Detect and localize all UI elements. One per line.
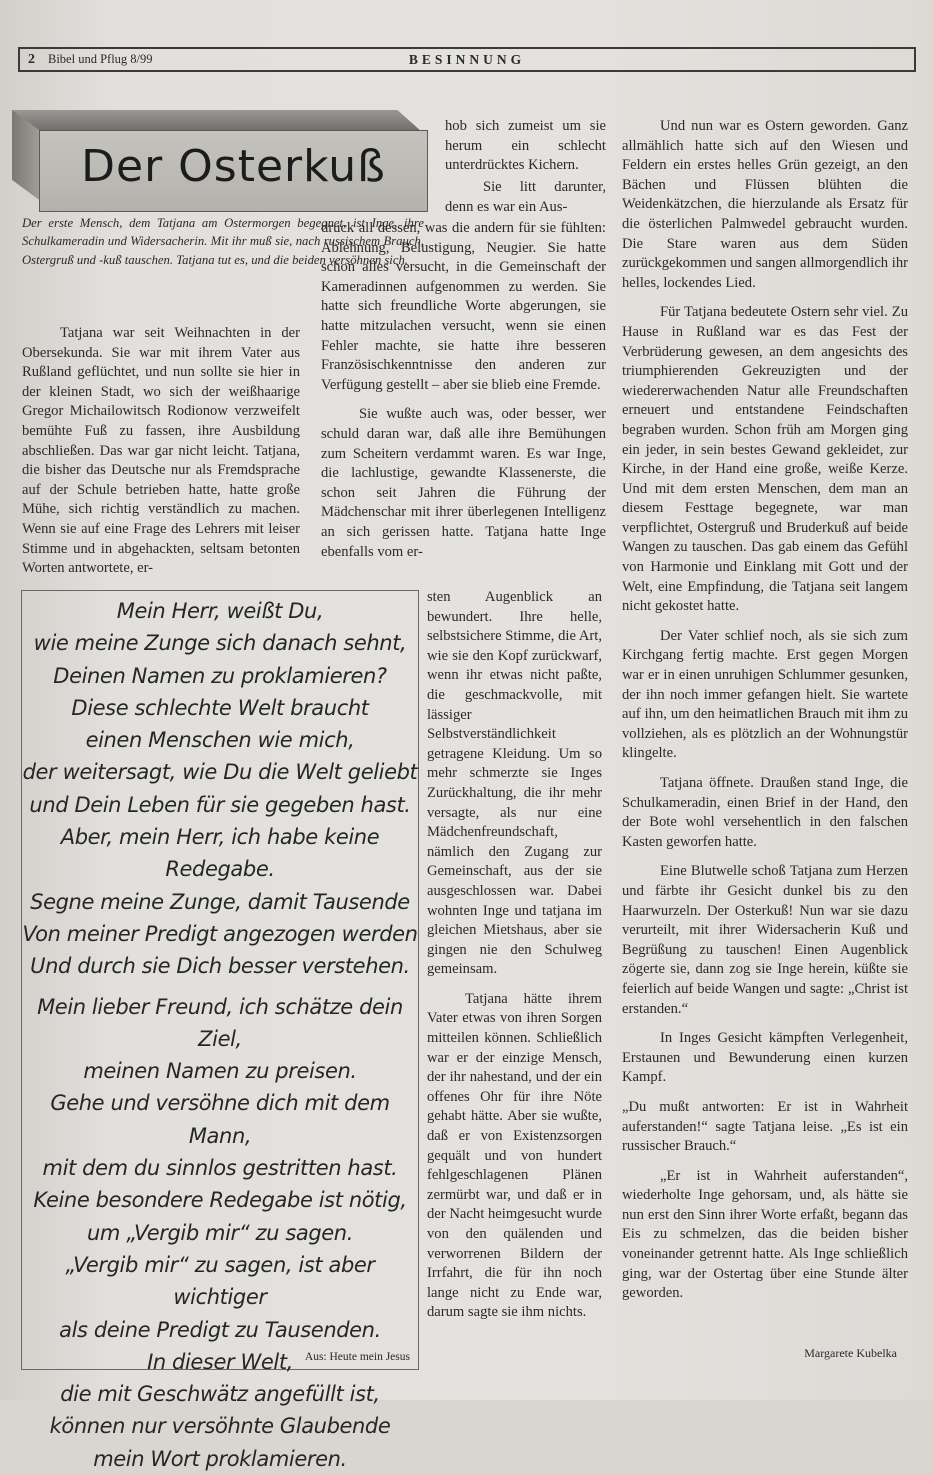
- section-title: BESINNUNG: [408, 52, 526, 67]
- paragraph: „Du mußt antworten: Er ist in Wahrheit auferstanden!“ sagte Tatjana leise. „Es ist ein russischer Brauch.“: [622, 1098, 908, 1155]
- poem-line: mein Wort proklamieren.: [93, 1446, 347, 1471]
- paragraph: hob sich zumeist um sie herum ein schlecht unterdrücktes Kichern.: [445, 118, 606, 174]
- poem-line: einen Menschen wie mich,: [85, 728, 355, 753]
- article-title: Der Osterkuß: [81, 141, 386, 192]
- poem-source: Aus: Heute mein Jesus: [304, 1351, 410, 1363]
- page-number: 2: [28, 52, 35, 67]
- paragraph: Sie wußte auch was, oder besser, wer schuld daran war, daß alle ihre Bemühungen zum Scheitern verdammt waren. Es war Inge, die lachlustige, gewandte Klassenerste, die schon seit Jahren die Führung der Mädchenschar mit ihrer überlegenen Intelligenz an sich gerissen hatte. Tatjana hatte Inge ebenfalls vom er-: [321, 406, 606, 560]
- poem-line: Deinen Namen zu proklamieren?: [53, 663, 387, 688]
- paragraph: In Inges Gesicht kämpften Verlegenheit, Erstaunen und Bewunderung einen kurzen Kampf.: [622, 1030, 908, 1086]
- poem-line: der weitersagt, wie Du die Welt geliebt: [22, 760, 418, 785]
- poem-line: In dieser Welt,: [147, 1349, 293, 1374]
- poem-line: Segne meine Zunge, damit Tausende: [30, 889, 410, 914]
- poem-line: Mein Herr, weißt Du,: [116, 599, 324, 623]
- article-author: Margarete Kubelka: [804, 1346, 897, 1360]
- poem-line: „Vergib mir“ zu sagen, ist aber wichtiger: [65, 1252, 375, 1310]
- article-title-block: [12, 110, 426, 210]
- article-intro: Der erste Mensch, dem Tatjana am Ostermorgen begegnet, ist Inge, ihre Schulkameradin und Widersacherin. Mit ihr muß sie, nach russischem Brauch, Ostergruß und -kuß tauschen. Tatjana tut es, und die beiden versöhnen sich.: [22, 216, 424, 267]
- poem-line: und Dein Leben für sie gegeben hast.: [29, 792, 411, 817]
- poem-line: als deine Predigt zu Tausenden.: [59, 1317, 381, 1342]
- poem-line: Aber, mein Herr, ich habe keine Redegabe.: [60, 825, 380, 882]
- paragraph: Der Vater schlief noch, als sie sich zum Kirchgang fertig machte. Erst gegen Morgen war er in einen unruhigen Schlummer gesunken, der ihn noch immer gefangen hielt. Sie wartete auf ihn, um den heimatlichen Brauch mit ihm zu vollziehen, als es plötzlich an der Wohnungstür klingelte.: [622, 627, 908, 762]
- paragraph: druck all dessen, was die andern für sie fühlten: Ablehnung, Belustigung, Neugier. Sie hatte schon alles versucht, in die Gemeinschaft der Kameradinnen aufgenommen zu werden. Sie hatte sich freundliche Worte abgerungen, sie hatte mitzulachen versucht, wenn sie einen Fehler machte, sie hatte ihre besseren Französischkenntnisse den anderen zur Verfügung gestellt – aber sie blieb eine Fremde.: [321, 220, 606, 393]
- poem-line: Keine besondere Redegabe ist nötig,: [33, 1188, 407, 1213]
- paragraph: Sie litt darunter, denn es war ein Aus-: [445, 179, 606, 215]
- paragraph: Tatjana öffnete. Draußen stand Inge, die Schulkameradin, einen Brief in der Hand, den der Bote wohl versehentlich in den falschen Kasten geworfen hatte.: [622, 775, 908, 850]
- poem-line: Diese schlechte Welt braucht: [71, 695, 369, 720]
- poem-line: können nur versöhnte Glaubende: [49, 1414, 391, 1439]
- poem-line: um „Vergib mir“ zu sagen.: [86, 1220, 353, 1245]
- poem-line: wie meine Zunge sich danach sehnt,: [33, 631, 407, 656]
- column-2-wide: [321, 219, 606, 562]
- column-3: [622, 117, 908, 1304]
- paragraph: sten Augenblick an bewundert. Ihre helle, selbstsichere Stimme, die Art, wie sie den Kopf zurückwarf, wenn ihr etwas nicht paßte, die geschmackvolle, mit lässiger Selbstverständlichkeit getragene Kleidung. Um so mehr schmerzte sie Inges Zurückhaltung, die ihr mehr versagte, als nur eine Mädchenfreundschaft, nämlich den Zugang zur Gemeinschaft, aus der sie ausgeschlossen war. Dabei wohnten Inge und tatjana im gleichen Mietshaus, aber sie gingen nie den Schulweg gemeinsam.: [427, 589, 602, 978]
- poem-line: mit dem du sinnlos gestritten hast.: [42, 1156, 398, 1181]
- title-bevel-top: [12, 110, 422, 132]
- paragraph: Für Tatjana bedeutete Ostern sehr viel. Zu Hause in Rußland war es das Fest der Verbrüderung gewesen, an dem angesichts des triumphierenden Gekreuzigten und der wiedererwachenden Natur alle Freundschaften erneuert und entstandene Feindschaften begraben wurden. Schon früh am Morgen ging ein jeder, in sein bestes Gewand gekleidet, zur Kirche, in der Hand eine große, weiße Kerze. Und mit dem ersten Menschen, dem man an diesem Festtage begegnete, war man verpflichtet, Ostergruß und Bruderkuß auf beide Wangen zu tauschen. Das gab einem das Gefühl von Harmonie und Einklang mit Gott und der Welt, eine Empfindung, die Tatjana seit langem nicht gekostet hatte.: [622, 304, 908, 615]
- poem-line: meinen Namen zu preisen.: [83, 1059, 357, 1084]
- column-2-narrow: [427, 588, 602, 1323]
- column-1: [22, 324, 300, 579]
- poem-line: die mit Geschwätz angefüllt ist,: [60, 1382, 380, 1407]
- poem-box: [21, 590, 419, 1471]
- paragraph: Und nun war es Ostern geworden. Ganz allmählich hatte sich auf den Wiesen und Feldern ein erstes helles Grün gezeigt, an den Bächen und Flüssen blühten die Weidenkätzchen, die hierzulande als Ersatz für die österlichen Palmwedel gebraucht wurden. Die Stare waren aus dem Süden zurückgekommen und sangen allmorgendlich ihr helles, lockendes Lied.: [622, 118, 908, 291]
- poem-line: Von meiner Predigt angezogen werden: [22, 921, 418, 946]
- poem-line: Gehe und versöhne dich mit dem Mann,: [50, 1091, 390, 1148]
- poem: [22, 595, 418, 1475]
- column-2-start: [445, 178, 606, 217]
- poem-line: Und durch sie Dich besser verstehen.: [30, 954, 410, 979]
- paragraph: „Er ist in Wahrheit auferstanden“, wiederholte Inge gehorsam, und, als hätte sie nun erst den Sinn ihrer Worte erfaßt, begann das Eis zu schmelzen, das die beiden bisher voneinander getrennt hatte. Als Inge schließlich ging, war der Ostertag über eine Stunde älter geworden.: [622, 1167, 908, 1302]
- magazine-name: Bibel und Pflug 8/99: [48, 52, 153, 66]
- paragraph: Tatjana war seit Weihnachten in der Obersekunda. Sie war mit ihrem Vater aus Rußland geflüchtet, und nun sollte sie hier in der kleinen Stadt, wo sich der weißhaarige Gregor Michailowitsch Rodionow verzweifelt bemühte Fuß zu fassen, ihre Ausbildung abschließen. Das war gar nicht leicht. Tatjana, die bisher das Deutsche nur als Fremdsprache auf der Schule betrieben hatte, hatte große Mühe, sich richtig verständlich zu machen. Wenn sie auf eine Frage des Lehrers mit leiser Stimme und in abgehackten, seltsam betonten Worten antwortete, er-: [22, 325, 300, 577]
- page-header: [18, 47, 916, 72]
- poem-line: Mein lieber Freund, ich schätze dein Ziel,: [37, 994, 403, 1051]
- column-2-top: [445, 117, 606, 176]
- title-plate: [39, 130, 428, 212]
- paragraph: Eine Blutwelle schoß Tatjana zum Herzen und färbte ihr Gesicht dunkel bis zu den Haarwurzeln. Der Osterkuß! Nun war sie dazu verurteilt, mit ihrer Widersacherin Kuß und Begrüßung zu tauschen! Einen Augenblick zögerte sie, dann zog sie Inge herein, küßte sie feierlich auf beide Wangen und sagte: „Christ ist erstanden.“: [622, 863, 908, 1017]
- paragraph: Tatjana hätte ihrem Vater etwas von ihren Sorgen mitteilen können. Schließlich war er der einzige Mensch, der ihr nahestand, und der ein offenes Ohr für ihre Nöte gehabt hätte. Aber sie wußte, daß er von Existenzsorgen gequält und von hundert fehlgeschlagenen Plänen zermürbt war, und daß er in der Nacht heimgesucht wurde von den quälenden und verworrenen Bildern der Irrfahrt, die für ihn noch lange nicht zu Ende war, darum sagte sie ihm nichts.: [427, 990, 602, 1321]
